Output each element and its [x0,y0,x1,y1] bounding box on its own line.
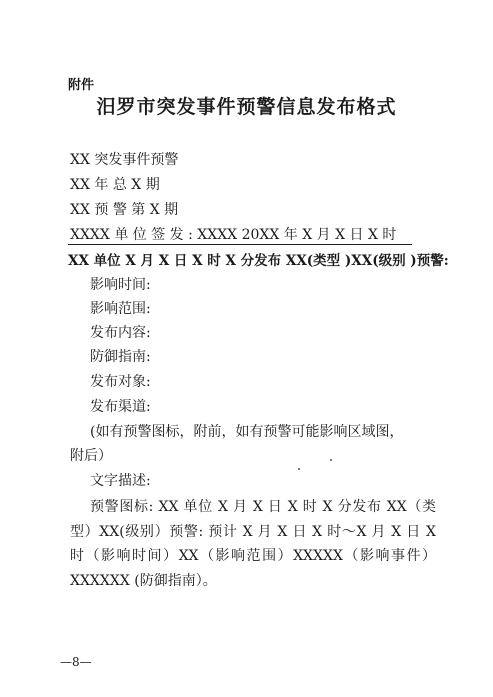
page-number: —8— [60,655,92,669]
field-release-content: 发布内容: [90,325,151,341]
field-impact-scope: 影响范围: [90,301,151,317]
signatory-line: XXXX 单 位 签 发 : XXXX 20XX 年 X 月 X 日 X 时 [70,227,397,243]
warning-headline: XX 单位 X 月 X 日 X 时 X 分发布 XX(类型 )XX(级别 )预警: [68,253,449,269]
header-divider [68,244,412,245]
field-defense-guide: 防御指南: [90,349,151,365]
text-description-label: 文字描述: [90,473,151,489]
field-release-channel: 发布渠道: [90,399,151,415]
note-line-1: (如有预警图标，附前，如有预警可能影响区域图， [90,424,404,440]
event-warning-line: XX 突发事件预警 [70,152,179,168]
scan-speck [330,459,332,461]
scan-speck [298,468,300,470]
note-line-2: 附后） [70,448,112,464]
document-title: 汨罗市突发事件预警信息发布格式 [96,96,397,118]
field-impact-time: 影响时间: [90,277,151,293]
warning-issue-line: XX 预 警 第 X 期 [70,202,179,218]
annex-label: 附件 [68,78,95,93]
field-release-target: 发布对象: [90,374,151,390]
year-issue-line: XX 年 总 X 期 [70,177,160,193]
example-paragraph: 预警图标: XX 单位 X 月 X 日 X 时 X 分发布 XX（类型）XX(级别）预警: 预计 X 月 X 日 X 时～X 月 X 日 X 时（影响时间）XX（影响范围）XXXXX（影响事件）XXXXXX (防御指南）。 [70,499,436,589]
